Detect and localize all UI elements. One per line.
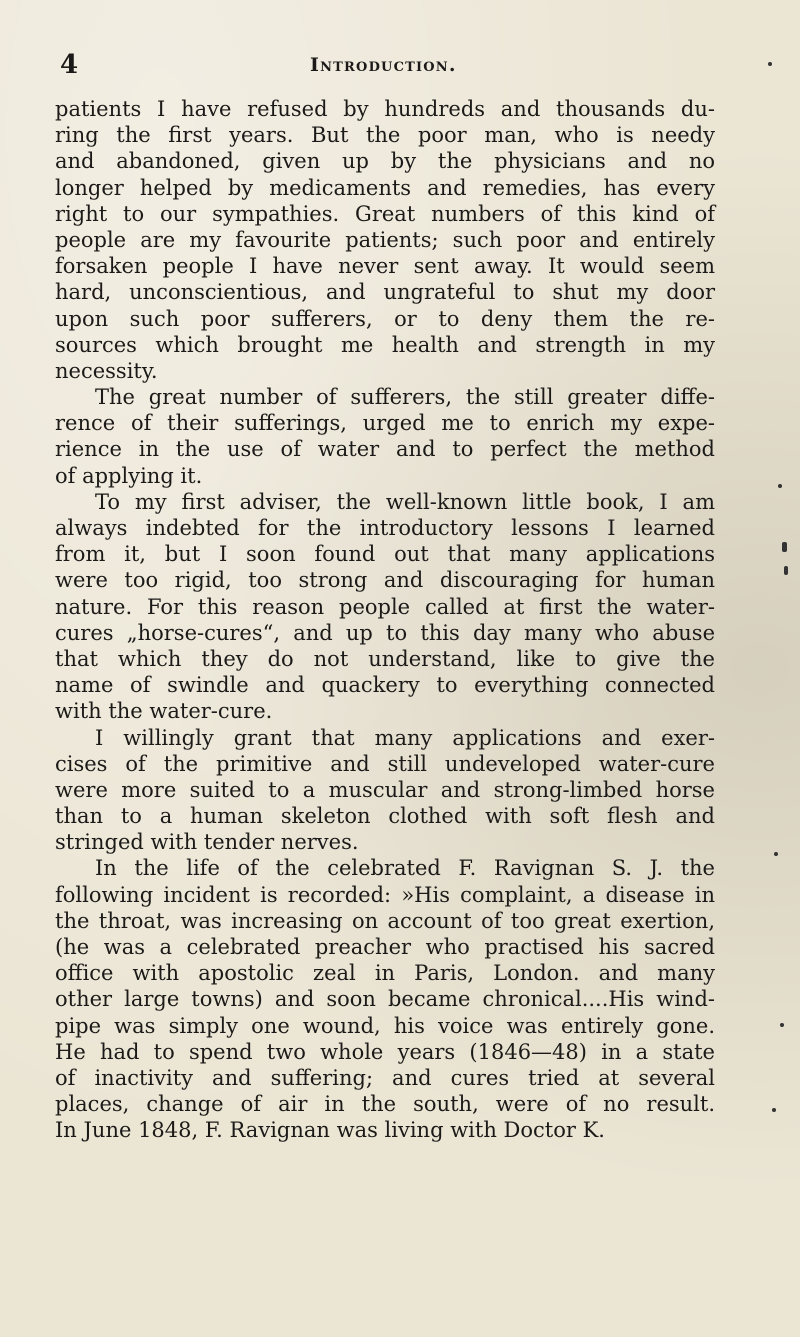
paragraph-start-line: The great number of sufferers, the still greater diffe- (95, 385, 715, 410)
ink-speck (782, 542, 787, 552)
page-number: 4 (60, 50, 79, 80)
text-line: following incident is recorded: »His complaint, a disease in (55, 882, 715, 907)
ink-speck (774, 852, 778, 856)
text-line: than to a human skeleton clothed with soft flesh and (55, 804, 715, 829)
text-line: upon such poor sufferers, or to deny them the re- (55, 306, 715, 331)
ink-speck (784, 566, 788, 575)
page-edge-specks (760, 0, 800, 1337)
text-line: were more suited to a muscular and strong-limbed horse (55, 777, 715, 802)
text-line: people are my favourite patients; such poor and entirely (55, 227, 715, 252)
text-line: rience in the use of water and to perfect the method (55, 437, 715, 462)
text-line: necessity. (55, 358, 158, 383)
text-line: other large towns) and soon became chronical....His wind- (55, 987, 715, 1012)
paragraph-start-line: To my first adviser, the well-known little book, I am (95, 489, 715, 514)
body-text (55, 96, 715, 1144)
text-line: forsaken people I have never sent away. It would seem (55, 254, 715, 279)
text-line: cises of the primitive and still undeveloped water-cure (55, 751, 715, 776)
text-line: (he was a celebrated preacher who practised his sacred (55, 935, 715, 959)
text-line: always indebted for the introductory lessons I learned (55, 516, 715, 540)
text-line: nature. For this reason people called at first the water- (55, 594, 715, 619)
text-line: of inactivity and suffering; and cures tried at several (55, 1065, 715, 1090)
text-line: places, change of air in the south, were of no result. (55, 1092, 715, 1117)
text-line: from it, but I soon found out that many applications (55, 542, 715, 567)
text-line: the throat, was increasing on account of too great exertion, (55, 908, 715, 933)
text-line: longer helped by medicaments and remedies, has every (55, 175, 715, 200)
paragraph-start-line: I willingly grant that many applications and exer- (95, 725, 715, 750)
text-line: name of swindle and quackery to everything connected (55, 673, 715, 698)
ink-speck (778, 484, 782, 488)
text-line: were too rigid, too strong and discouraging for human (55, 568, 715, 593)
text-line: and abandoned, given up by the physicians and no (55, 149, 715, 174)
text-line: He had to spend two whole years (1846—48) in a state (55, 1039, 715, 1064)
text-line: that which they do not understand, like to give the (55, 646, 715, 671)
text-line: In June 1848, F. Ravignan was living with Doctor K. (55, 1118, 605, 1143)
text-line: pipe was simply one wound, his voice was entirely gone. (55, 1013, 715, 1038)
text-line: with the water-cure. (55, 699, 273, 724)
text-line: patients I have refused by hundreds and thousands du- (55, 97, 715, 121)
text-line: ring the first years. But the poor man, who is needy (55, 123, 715, 148)
text-line: right to our sympathies. Great numbers of this kind of (55, 201, 715, 226)
ink-speck (768, 62, 772, 66)
text-line: of applying it. (55, 463, 203, 488)
text-line: hard, unconscientious, and ungrateful to shut my door (55, 280, 715, 305)
text-line: stringed with tender nerves. (55, 830, 359, 855)
running-head (60, 50, 710, 84)
text-line: cures „horse-cures“, and up to this day many who abuse (55, 620, 715, 645)
text-line: rence of their sufferings, urged me to enrich my expe- (55, 411, 715, 436)
paragraph-start-line: In the life of the celebrated F. Ravignan S. J. the (95, 856, 715, 881)
ink-speck (772, 1108, 776, 1112)
running-head-title: Introduction. (310, 54, 457, 76)
text-line: office with apostolic zeal in Paris, London. and many (55, 961, 715, 986)
ink-speck (780, 1023, 784, 1027)
text-line: sources which brought me health and strength in my (55, 332, 715, 357)
